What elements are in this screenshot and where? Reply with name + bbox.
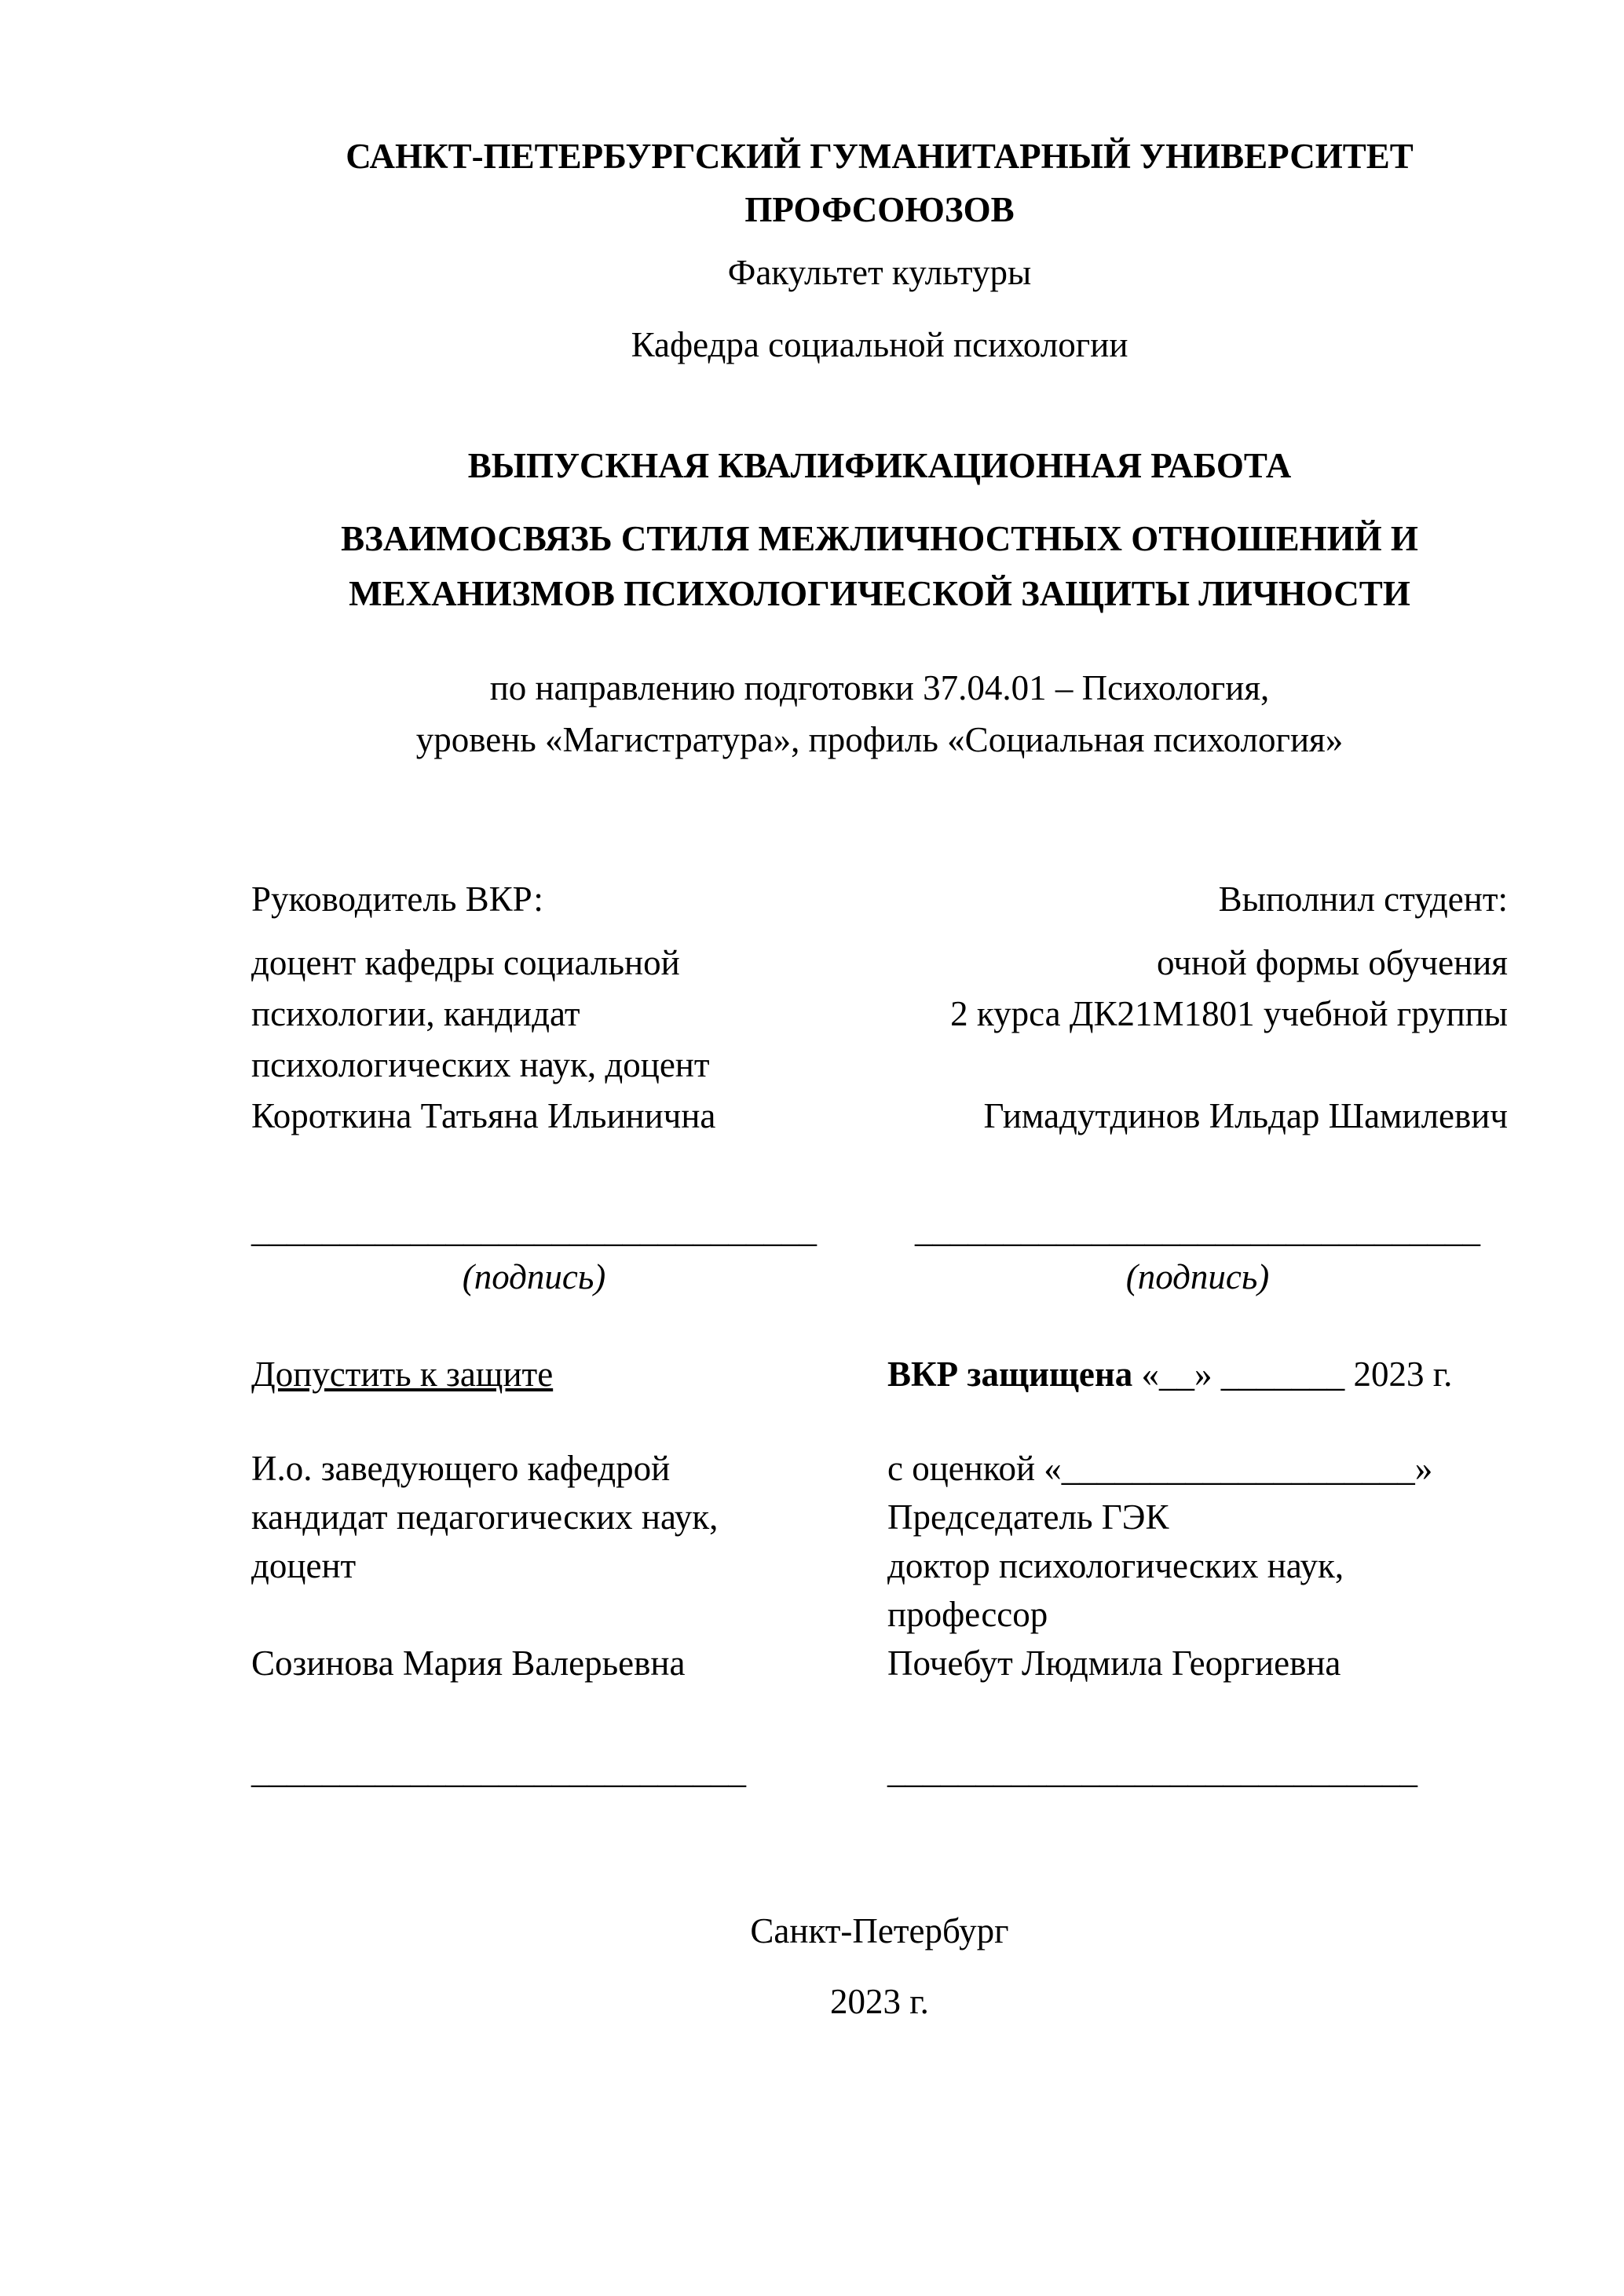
program-info — [251, 662, 1508, 766]
program-line1: по направлению подготовки 37.04.01 – Психология, — [489, 668, 1270, 707]
spacer-row — [887, 1040, 1508, 1091]
chair-position-line3: профессор — [887, 1595, 1048, 1634]
student-column — [887, 874, 1508, 1794]
student-signature-line: ________________________________ — [915, 1210, 1480, 1249]
admit-to-defense-text: Допустить к защите — [251, 1355, 554, 1394]
head-position-line3: доцент — [251, 1546, 357, 1585]
supervisor-column — [251, 874, 821, 1794]
thesis-title — [251, 511, 1508, 621]
supervisor-label: Руководитель ВКР: — [251, 879, 543, 919]
supervisor-position — [251, 938, 821, 1142]
head-name: Созинова Мария Валерьевна — [251, 1643, 686, 1683]
head-signature-line: ____________________________ — [251, 1751, 746, 1790]
student-info — [887, 938, 1508, 1142]
chair-position-line2: доктор психологических наук, — [887, 1546, 1344, 1585]
work-type-heading: ВЫПУСКНАЯ КВАЛИФИКАЦИОННАЯ РАБОТА — [467, 446, 1292, 485]
chair-signature-line: ______________________________ — [887, 1751, 1417, 1790]
document-header — [251, 130, 1508, 766]
committee-chair-block — [887, 1444, 1508, 1687]
student-info-line1: очной формы обучения — [1157, 943, 1508, 982]
chair-position-line1: Председатель ГЭК — [887, 1497, 1169, 1537]
thesis-title-line1: ВЗАИМОСВЯЗЬ СТИЛЯ МЕЖЛИЧНОСТНЫХ ОТНОШЕНИЙ И — [341, 519, 1418, 558]
supervisor-signature-block — [251, 1206, 817, 1300]
student-info-line2: 2 курса ДК21М1801 учебной группы — [950, 994, 1508, 1033]
supervisor-position-line3: психологических наук, доцент — [251, 1045, 710, 1084]
student-label: Выполнил студент: — [1218, 879, 1508, 919]
supervisor-name: Короткина Татьяна Ильинична — [251, 1096, 716, 1135]
head-position-line2: кандидат педагогических наук, — [251, 1497, 719, 1537]
defense-date-rest-text: «__» _______ 2023 г. — [1141, 1355, 1453, 1394]
chair-name: Почебут Людмила Георгиевна — [887, 1643, 1341, 1683]
admit-to-defense-label — [251, 1349, 821, 1400]
footer-city: Санкт-Петербург — [750, 1911, 1009, 1951]
grade-line: с оценкой «____________________» — [887, 1449, 1433, 1488]
supervisor-position-line2: психологии, кандидат — [251, 994, 580, 1033]
document-footer — [251, 1906, 1508, 2027]
head-position-line1: И.о. заведующего кафедрой — [251, 1449, 671, 1488]
supervisor-signature-line: ________________________________ — [251, 1210, 817, 1249]
spacer-row — [251, 1590, 821, 1639]
program-line2: уровень «Магистратура», профиль «Социальная психология» — [415, 720, 1344, 759]
department-name: Кафедра социальной психологии — [631, 325, 1128, 364]
student-name: Гимадутдинов Ильдар Шамилевич — [983, 1096, 1508, 1135]
defense-date-bold-text: ВКР защищена — [887, 1355, 1133, 1394]
supervisor-position-line1: доцент кафедры социальной — [251, 943, 680, 982]
student-signature-caption: (подпись) — [1125, 1257, 1270, 1296]
student-signature-block — [915, 1206, 1480, 1300]
defense-date-row — [887, 1349, 1508, 1400]
supervisor-signature-caption: (подпись) — [462, 1257, 606, 1296]
faculty-name: Факультет культуры — [727, 253, 1032, 292]
signatories-section — [251, 874, 1508, 1794]
footer-year: 2023 г. — [830, 1982, 929, 2021]
university-name-line2: ПРОФСОЮЗОВ — [744, 190, 1015, 229]
thesis-title-line2: МЕХАНИЗМОВ ПСИХОЛОГИЧЕСКОЙ ЗАЩИТЫ ЛИЧНОСТИ — [349, 574, 1410, 613]
university-name-line1: САНКТ-ПЕТЕРБУРГСКИЙ ГУМАНИТАРНЫЙ УНИВЕРСИТЕТ — [346, 137, 1414, 176]
department-head-block — [251, 1444, 821, 1687]
